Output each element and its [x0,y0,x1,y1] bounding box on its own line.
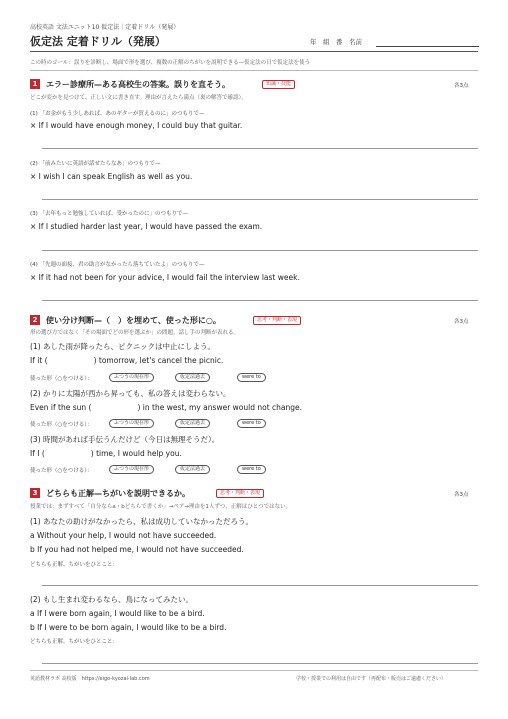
s1-item1-hint: (1) 「お金がもう少しあれば、あのギターが買えるのに」のつもりで— [30,111,205,117]
section1-points: 各3点 [454,83,469,89]
s3-item2-jp: (2) もし生まれ変わるなら、鳥になってみたい。 [30,595,194,604]
s1-item2-hint: (2) 「前みたいに英語が話せたらなあ」のつもりで— [30,161,161,167]
s1-item4-answer-line[interactable] [42,300,478,301]
s2-item3-option-present[interactable]: ふつうの現在形 [109,465,154,474]
s3-item1-jp: (1) あなたの助けがなかったら、私は成功していなかっただろう。 [30,517,254,526]
section1-tag: 知識・技能 [262,80,295,89]
s2-item2-option-were-to[interactable]: were to [237,419,266,428]
page-title: 仮定法 定着ドリル（発展） [30,35,166,48]
section1-instructions: どこが変かを見つけて、正しい文に書き直す。理由が言えたら満点（裏の解答で確認）。 [30,95,247,101]
section2-points: 各3点 [454,319,469,325]
s2-item2-en: Even if the sun ( ) in the west, my answer would not change. [30,403,303,412]
s3-item2-option-a: a If I were born again, I would like to be a bird. [30,609,205,618]
s1-item3-answer-line[interactable] [42,250,478,251]
s3-item2-option-b: b If I were to be born again, I would like to be a bird. [30,623,227,632]
header-subtitle: 高校英語 文法ユニット10 仮定法｜定着ドリル（発展） [30,24,180,31]
s2-item1-jp: (1) あした雨が降ったら、ピクニックは中止にしよう。 [30,342,216,351]
s1-item4-hint: (4) 「先週の面接、君の助言がなかったら落ちていたよ」のつもりで— [30,262,205,268]
footer-right: 学校・授業での利用は自由です（再配布・販売はご遠慮ください） [296,676,447,682]
s3-item2-explain-label: どちらも正解、ちがいをひとこと： [30,639,119,645]
s3-item1-explain-label: どちらも正解、ちがいをひとこと： [30,562,119,568]
section3-instructions: 授業では：まずすべて「自分ならa・bどちらで書くか」→ペア→理由を1人ずつ、正解はひとつではない。 [30,504,292,510]
name-fields: 年 組 番 名前 [310,38,362,46]
s2-item3-option-were-to[interactable]: were to [237,465,266,474]
section3-tag: 思考・判断・表現 [216,489,264,498]
s2-item1-option-were-to[interactable]: were to [237,373,266,382]
section2-title: 使い分け判断—（ ）を埋めて、使った形に○。 [46,316,221,325]
s1-item2-answer-line[interactable] [42,199,478,200]
s1-item4-sentence: × If it had not been for your advice, I would fail the interview last week. [30,273,300,282]
header-divider [30,51,478,52]
section1-number: 1 [30,79,40,89]
s2-item2-option-present[interactable]: ふつうの現在形 [109,419,154,428]
footer-left: 英語教材ラボ 高校版 https://eigo-kyozai-lab.com [30,676,150,682]
s2-item1-option-past[interactable]: 仮定法過去 [175,373,210,382]
s2-item2-label: 使った形（○をつける）： [30,422,93,428]
s3-item1-option-b: b If you had not helped me, I would not have succeeded. [30,545,244,554]
s1-item1-sentence: × If I would have enough money, I could buy that guitar. [30,121,243,130]
s3-item2-answer-line[interactable] [42,663,478,664]
s2-item2-jp: (2) かりに太陽が西から昇っても、私の答えは変わらない。 [30,389,231,398]
s1-item1-answer-line[interactable] [42,148,478,149]
section3-points: 各3点 [454,492,469,498]
s1-item2-sentence: × I wish I can speak English as well as you. [30,172,193,181]
s2-item1-option-present[interactable]: ふつうの現在形 [109,373,154,382]
goal-divider [30,70,478,71]
section3-title: どちらも正解—ちがいを説明できるか。 [46,489,190,498]
section2-number: 2 [30,315,40,325]
goal-text: この時のゴール：誤りを診断し、場面で形を選び、複数の正解のちがいを説明できる—仮定法の日で仮定法を使う [30,60,311,66]
s2-item3-label: 使った形（○をつける）： [30,468,93,474]
s1-item3-sentence: × If I studied harder last year, I would have passed the exam. [30,222,263,231]
s2-item3-jp: (3) 時間があれば手伝うんだけど（今日は無理そうだ）。 [30,435,220,444]
footer-divider [30,670,478,671]
s2-item2-option-past[interactable]: 仮定法過去 [175,419,210,428]
section2-tag: 思考・判断・表現 [253,316,301,325]
section3-number: 3 [30,488,40,498]
s2-item3-option-past[interactable]: 仮定法過去 [175,465,210,474]
s1-item3-hint: (3) 「去年もっと勉強していれば、受かったのに」のつもりで— [30,211,189,217]
s3-item1-option-a: a Without your help, I would not have succeeded. [30,531,217,540]
s2-item1-en: If it ( ) tomorrow, let's cancel the picnic. [30,356,224,365]
name-line [376,46,479,47]
s2-item1-label: 使った形（○をつける）： [30,376,93,382]
section2-instructions: 形の選び方ではなく「その場面でどの形を選ぶか」の問題。話し手の判断が表れる。 [30,330,240,336]
s2-item3-en: If I ( ) time, I would help you. [30,449,182,458]
s3-item1-answer-line[interactable] [42,585,478,586]
section1-title: エラー診療所—ある高校生の答案。誤りを直そう。 [46,80,230,89]
